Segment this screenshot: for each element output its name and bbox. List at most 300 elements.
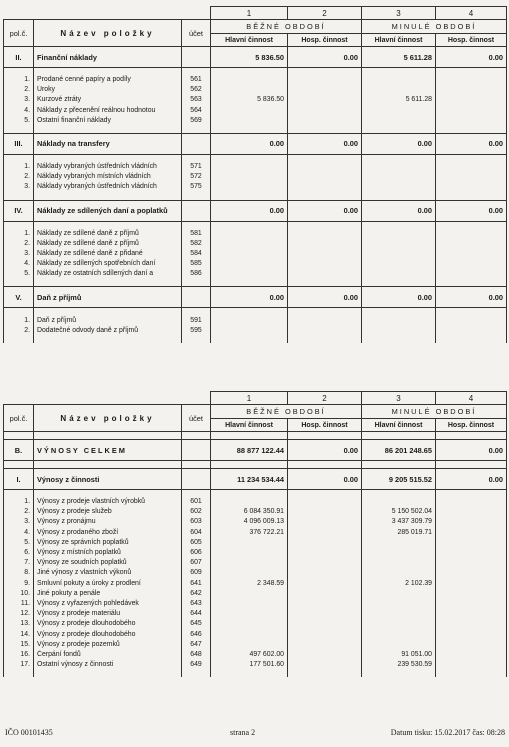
section-value: 0.00 [362, 200, 436, 221]
column-header-account: účet [182, 405, 211, 432]
item-value [288, 162, 362, 172]
item-value [211, 609, 288, 619]
column-header-account: účet [182, 20, 211, 47]
section-row [4, 200, 507, 221]
item-value [436, 326, 507, 336]
footer-ico: IČO 00101435 [5, 728, 53, 737]
item-value [211, 640, 288, 650]
item-name: Výnosy z prodeje služeb [34, 507, 182, 517]
item-row [4, 326, 507, 336]
item-row [4, 579, 507, 589]
spacer-cell [4, 432, 34, 440]
spacer-cell [4, 68, 34, 76]
column-header-pol: pol.č. [4, 405, 34, 432]
spacer-cell [34, 279, 182, 287]
item-row [4, 95, 507, 105]
item-value [362, 239, 436, 249]
item-name: Jiné výnosy z vlastních výkonů [34, 568, 182, 578]
item-value [362, 629, 436, 639]
item-name: Náklady ze sdílené daně z příjmů [34, 239, 182, 249]
spacer-cell [211, 193, 288, 201]
item-name: Výnosy ze správních poplatků [34, 538, 182, 548]
spacer-cell [34, 490, 182, 498]
spacer-cell [362, 193, 436, 201]
item-account: 646 [182, 629, 211, 639]
section-value: 0.00 [436, 469, 507, 490]
spacer-cell [362, 221, 436, 229]
item-name: Smluvní pokuty a úroky z prodlení [34, 579, 182, 589]
group-header-previous: MINULÉ OBDOBÍ [362, 20, 507, 34]
group-header-current: BĚŽNÉ OBDOBÍ [211, 405, 362, 419]
spacer-cell [182, 336, 211, 343]
item-value [288, 507, 362, 517]
item-value [362, 162, 436, 172]
item-account: 575 [182, 182, 211, 192]
spacer-cell [362, 68, 436, 76]
section-account [182, 47, 211, 68]
spacer-cell [288, 279, 362, 287]
item-value [362, 172, 436, 182]
section-value: 88 877 122.44 [211, 440, 288, 461]
spacer-cell [362, 490, 436, 498]
item-value [288, 568, 362, 578]
item-value [288, 629, 362, 639]
item-value [436, 315, 507, 325]
item-value [362, 589, 436, 599]
item-row [4, 640, 507, 650]
item-value [362, 85, 436, 95]
item-value [436, 640, 507, 650]
item-account: 601 [182, 497, 211, 507]
item-value: 4 096 009.13 [211, 517, 288, 527]
spacer-cell [211, 432, 288, 440]
spacer-cell [182, 221, 211, 229]
item-name: Výnosy z vyřazených pohledávek [34, 599, 182, 609]
item-name: Náklady vybraných místních vládních [34, 172, 182, 182]
spacer-cell [34, 221, 182, 229]
item-row [4, 507, 507, 517]
spacer-cell [362, 336, 436, 343]
section-code: II. [4, 47, 34, 68]
item-number: 1. [4, 162, 34, 172]
column-header-name: Název položky [34, 20, 182, 47]
item-value [288, 85, 362, 95]
item-account: 647 [182, 640, 211, 650]
spacer-cell [4, 154, 34, 162]
item-value [288, 259, 362, 269]
item-name: Výnosy z místních poplatků [34, 548, 182, 558]
item-value [211, 619, 288, 629]
spacer-cell [182, 154, 211, 162]
item-value: 2 102.39 [362, 579, 436, 589]
item-value: 2 348.59 [211, 579, 288, 589]
item-value: 177 501.60 [211, 660, 288, 670]
item-value [362, 75, 436, 85]
item-row [4, 182, 507, 192]
spacer-cell [182, 126, 211, 134]
item-account: 571 [182, 162, 211, 172]
section-value: 0.00 [288, 287, 362, 308]
item-value [436, 650, 507, 660]
section-code: III. [4, 133, 34, 154]
item-value [288, 619, 362, 629]
item-account: 644 [182, 609, 211, 619]
item-value [211, 568, 288, 578]
item-value [362, 619, 436, 629]
spacer-cell [4, 126, 34, 134]
item-value [436, 568, 507, 578]
spacer-cell [4, 221, 34, 229]
spacer-cell [211, 221, 288, 229]
column-number: 2 [288, 7, 362, 20]
item-number: 4. [4, 259, 34, 269]
item-account: 569 [182, 116, 211, 126]
column-number: 2 [288, 392, 362, 405]
item-value [436, 172, 507, 182]
item-name: Ostatní výnosy z činnosti [34, 660, 182, 670]
spacer-cell [436, 193, 507, 201]
spacer-cell [362, 461, 436, 469]
spacer-cell [362, 279, 436, 287]
item-value [436, 548, 507, 558]
item-value [362, 548, 436, 558]
section-name: Náklady ze sdílených daní a poplatků [34, 200, 182, 221]
item-name: Náklady ze sdílené daně z přidané [34, 249, 182, 259]
item-account: 563 [182, 95, 211, 105]
item-number: 3. [4, 249, 34, 259]
spacer-cell [288, 221, 362, 229]
spacer-cell [288, 432, 362, 440]
item-row [4, 162, 507, 172]
spacer-cell [362, 670, 436, 677]
spacer-cell [362, 308, 436, 316]
spacer-cell [288, 490, 362, 498]
item-name: Úroky [34, 85, 182, 95]
item-name: Náklady z přecenění reálnou hodnotou [34, 106, 182, 116]
item-value [288, 517, 362, 527]
item-account: 603 [182, 517, 211, 527]
item-value [436, 538, 507, 548]
subheader-main: Hlavní činnost [362, 419, 436, 432]
item-name: Výnosy z prodeje materiálu [34, 609, 182, 619]
subheader-main: Hlavní činnost [211, 419, 288, 432]
item-value [211, 629, 288, 639]
item-name: Náklady ze sdílené daně z příjmů [34, 229, 182, 239]
item-name: Dodatečné odvody daně z příjmů [34, 326, 182, 336]
footer-page-number: strana 2 [230, 728, 256, 737]
item-value [288, 172, 362, 182]
item-account: 586 [182, 269, 211, 279]
spacer-cell [211, 461, 288, 469]
spacer-cell [34, 336, 182, 343]
spacer-cell [34, 193, 182, 201]
item-value [436, 599, 507, 609]
item-value [211, 75, 288, 85]
item-value [211, 599, 288, 609]
item-row [4, 589, 507, 599]
item-value: 5 836.50 [211, 95, 288, 105]
subheader-main: Hlavní činnost [362, 34, 436, 47]
item-value [362, 599, 436, 609]
item-number: 1. [4, 229, 34, 239]
item-value [288, 95, 362, 105]
section-value: 0.00 [436, 200, 507, 221]
item-number: 15. [4, 640, 34, 650]
spacer-cell [436, 336, 507, 343]
item-value: 497 602.00 [211, 650, 288, 660]
item-value [288, 589, 362, 599]
item-name: Daň z příjmů [34, 315, 182, 325]
item-value [436, 507, 507, 517]
item-number: 16. [4, 650, 34, 660]
item-value: 376 722.21 [211, 528, 288, 538]
column-number: 1 [211, 7, 288, 20]
item-account: 648 [182, 650, 211, 660]
item-value [211, 182, 288, 192]
item-value [288, 326, 362, 336]
item-value [288, 229, 362, 239]
spacer-cell [211, 279, 288, 287]
item-value [211, 85, 288, 95]
item-name: Výnosy ze soudních poplatků [34, 558, 182, 568]
item-number: 3. [4, 182, 34, 192]
item-value [362, 182, 436, 192]
section-value: 0.00 [436, 133, 507, 154]
section-account [182, 133, 211, 154]
section-row [4, 469, 507, 490]
spacer-cell [34, 154, 182, 162]
column-number: 3 [362, 392, 436, 405]
item-value [211, 548, 288, 558]
spacer-cell [211, 490, 288, 498]
item-row [4, 599, 507, 609]
subheader-hosp: Hosp. činnost [288, 419, 362, 432]
section-account [182, 469, 211, 490]
item-value [288, 182, 362, 192]
item-value [211, 326, 288, 336]
revenue-table [3, 391, 507, 677]
item-row [4, 517, 507, 527]
item-value: 285 019.71 [362, 528, 436, 538]
section-value: 0.00 [436, 47, 507, 68]
item-number: 8. [4, 568, 34, 578]
spacer-cell [288, 308, 362, 316]
item-number: 3. [4, 517, 34, 527]
item-account: 641 [182, 579, 211, 589]
item-account: 607 [182, 558, 211, 568]
item-value [288, 269, 362, 279]
spacer-cell [436, 221, 507, 229]
item-name: Náklady ze ostatních sdílených daní a [34, 269, 182, 279]
item-account: 649 [182, 660, 211, 670]
item-account: 591 [182, 315, 211, 325]
item-number: 2. [4, 172, 34, 182]
section-value: 5 611.28 [362, 47, 436, 68]
item-number: 4. [4, 106, 34, 116]
item-account: 642 [182, 589, 211, 599]
item-value [436, 619, 507, 629]
item-row [4, 116, 507, 126]
item-row [4, 315, 507, 325]
item-value [288, 650, 362, 660]
section-account [182, 287, 211, 308]
item-value [362, 315, 436, 325]
item-name: Prodané cenné papíry a podíly [34, 75, 182, 85]
section-value: 0.00 [288, 133, 362, 154]
item-name: Náklady vybraných ústředních vládních [34, 162, 182, 172]
spacer-cell [436, 461, 507, 469]
item-name: Ostatní finanční náklady [34, 116, 182, 126]
item-number: 7. [4, 558, 34, 568]
item-value [211, 239, 288, 249]
item-row [4, 106, 507, 116]
spacer-cell [182, 68, 211, 76]
item-row [4, 259, 507, 269]
spacer-cell [362, 432, 436, 440]
item-name: Kurzové ztráty [34, 95, 182, 105]
spacer-cell [211, 308, 288, 316]
item-value [288, 538, 362, 548]
item-value: 5 150 502.04 [362, 507, 436, 517]
subheader-hosp: Hosp. činnost [436, 419, 507, 432]
spacer-cell [211, 670, 288, 677]
section-name: Daň z příjmů [34, 287, 182, 308]
spacer-cell [34, 308, 182, 316]
item-value [288, 528, 362, 538]
spacer-cell [4, 461, 34, 469]
item-value [436, 609, 507, 619]
item-value [362, 558, 436, 568]
item-row [4, 75, 507, 85]
item-number: 10. [4, 589, 34, 599]
item-account: 609 [182, 568, 211, 578]
spacer-cell [34, 68, 182, 76]
item-value [362, 249, 436, 259]
item-number: 1. [4, 497, 34, 507]
item-number: 14. [4, 629, 34, 639]
item-value [436, 497, 507, 507]
cost-table [3, 6, 507, 343]
total-row [4, 440, 507, 461]
section-name: Náklady na transfery [34, 133, 182, 154]
section-value: 86 201 248.65 [362, 440, 436, 461]
item-name: Výnosy z prodeje dlouhodobého [34, 619, 182, 629]
spacer-cell [288, 193, 362, 201]
section-name: Finanční náklady [34, 47, 182, 68]
item-row [4, 609, 507, 619]
item-row [4, 249, 507, 259]
spacer-cell [4, 490, 34, 498]
spacer-cell [436, 279, 507, 287]
section-value: 0.00 [288, 47, 362, 68]
item-number: 13. [4, 619, 34, 629]
section-value: 0.00 [288, 440, 362, 461]
spacer-cell [4, 279, 34, 287]
item-value [436, 75, 507, 85]
spacer-cell [211, 126, 288, 134]
item-value [436, 259, 507, 269]
column-number: 1 [211, 392, 288, 405]
section-account [182, 440, 211, 461]
item-number: 5. [4, 269, 34, 279]
item-value [436, 579, 507, 589]
spacer-cell [182, 461, 211, 469]
spacer-cell [182, 490, 211, 498]
item-value [436, 249, 507, 259]
spacer-cell [288, 670, 362, 677]
item-row [4, 548, 507, 558]
item-value [288, 640, 362, 650]
item-value [436, 239, 507, 249]
item-value [436, 116, 507, 126]
item-name: Výnosy z prodeje vlastních výrobků [34, 497, 182, 507]
item-value [288, 106, 362, 116]
subheader-hosp: Hosp. činnost [436, 34, 507, 47]
item-name: Náklady vybraných ústředních vládních [34, 182, 182, 192]
item-account: 584 [182, 249, 211, 259]
group-header-previous: MINULÉ OBDOBÍ [362, 405, 507, 419]
item-value [288, 315, 362, 325]
item-value [211, 162, 288, 172]
section-account [182, 200, 211, 221]
spacer-cell [182, 432, 211, 440]
item-value [362, 568, 436, 578]
item-value [211, 259, 288, 269]
item-account: 585 [182, 259, 211, 269]
item-number: 5. [4, 538, 34, 548]
item-row [4, 172, 507, 182]
item-value [436, 269, 507, 279]
item-value: 91 051.00 [362, 650, 436, 660]
item-value [362, 538, 436, 548]
item-value [436, 85, 507, 95]
spacer-cell [362, 126, 436, 134]
item-number: 17. [4, 660, 34, 670]
item-value [436, 106, 507, 116]
item-value [288, 116, 362, 126]
spacer-cell [288, 154, 362, 162]
item-account: 582 [182, 239, 211, 249]
item-value [362, 497, 436, 507]
item-number: 3. [4, 95, 34, 105]
spacer-cell [211, 154, 288, 162]
section-row [4, 133, 507, 154]
item-account: 562 [182, 85, 211, 95]
item-value [362, 609, 436, 619]
item-value [362, 326, 436, 336]
section-name: VÝNOSY CELKEM [34, 440, 182, 461]
item-value [211, 538, 288, 548]
item-row [4, 629, 507, 639]
section-code: IV. [4, 200, 34, 221]
spacer-cell [436, 154, 507, 162]
spacer-cell [436, 490, 507, 498]
item-row [4, 619, 507, 629]
item-value [288, 249, 362, 259]
item-value [362, 229, 436, 239]
item-number: 5. [4, 116, 34, 126]
spacer-cell [288, 336, 362, 343]
subheader-hosp: Hosp. činnost [288, 34, 362, 47]
section-value: 0.00 [211, 133, 288, 154]
item-value [362, 269, 436, 279]
column-header-pol: pol.č. [4, 20, 34, 47]
item-value [211, 589, 288, 599]
item-value [211, 315, 288, 325]
spacer-cell [182, 670, 211, 677]
spacer-cell [436, 670, 507, 677]
item-number: 2. [4, 326, 34, 336]
